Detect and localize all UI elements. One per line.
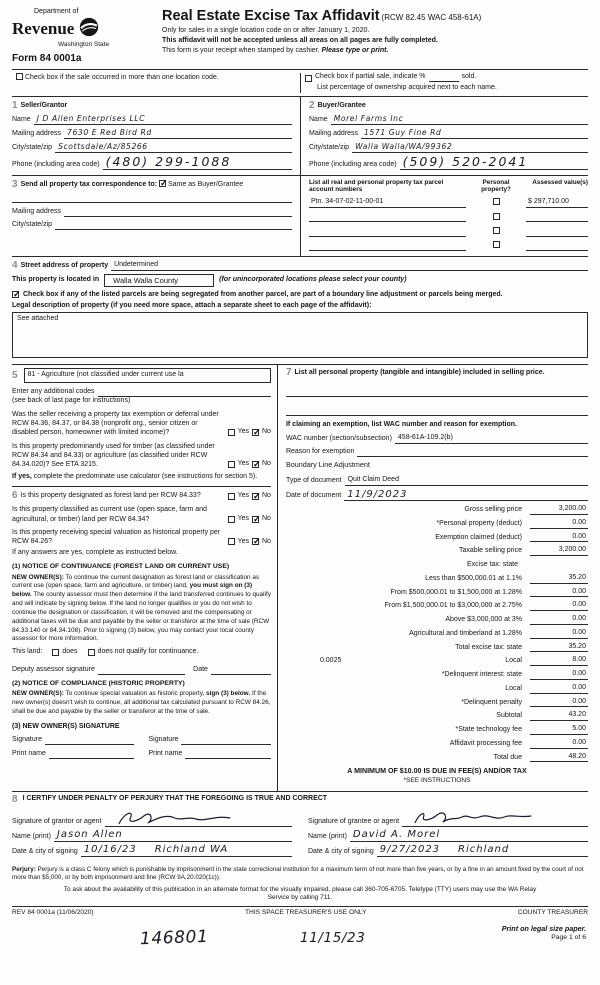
new-owner-signature-field-1[interactable]	[45, 736, 135, 745]
footer-row	[12, 906, 588, 917]
receipt-date-stamp: 11/15/23	[300, 929, 366, 946]
total-excise-state-field[interactable]: 35.20	[530, 643, 588, 653]
correspondence-city-field[interactable]	[55, 221, 292, 230]
excise-tax-state-header: Excise tax: state	[467, 561, 518, 569]
s5q2-yes-checkbox[interactable]	[228, 461, 235, 468]
correspondence-name-field[interactable]	[12, 194, 292, 203]
deputy-signature-field[interactable]	[98, 666, 185, 675]
if-yes-note: If yes, complete the predominate use calculator (see instructions for section 5).	[12, 472, 258, 480]
correspondence-intro: Send all property tax correspondence to:	[20, 180, 158, 188]
land-does-not-checkbox[interactable]	[88, 649, 95, 656]
section7-number: 7	[285, 367, 292, 379]
ownership-note: List percentage of ownership acquired next to each name.	[317, 83, 497, 91]
additional-codes-note: (see back of last page for instructions)	[12, 396, 131, 404]
exemption-intro: If claiming an exemption, list WAC number and reason for exemption.	[285, 421, 517, 429]
grantee-signature-label: Signature of grantee or agent	[308, 818, 400, 826]
new-owner-signature-field-2[interactable]	[181, 736, 271, 745]
section3-number: 3	[12, 178, 18, 190]
document-type-field[interactable]: Quit Claim Deed	[345, 476, 588, 486]
reason-field[interactable]	[357, 448, 588, 457]
buyer-phone-field[interactable]: (509) 520-2041	[400, 156, 588, 170]
personal-property-line-2[interactable]	[286, 407, 588, 416]
assessed-value-field[interactable]: $ 297,710.00	[526, 198, 588, 208]
parcel-row	[309, 213, 588, 223]
parcel-row	[309, 227, 588, 237]
this-land-label: This land:	[12, 648, 43, 656]
correspondence-mailing-field[interactable]	[64, 208, 292, 217]
seller-city-field[interactable]: Scottsdale/Az/85266	[55, 142, 292, 152]
notice2-body: NEW OWNER(S): To continue special valuation as historic property, sign (3) below. If the new owner(s) doesn't wish to continue, all additional tax calculated pursuant to RCW 84.26, shall be due and payable by the seller or transferor at the time of sale.	[12, 690, 271, 716]
use-code-select[interactable]: 81 - Agriculture (not classified under current use la	[24, 368, 271, 383]
grantor-name-print-field[interactable]: Jason Allen	[54, 830, 292, 842]
parcel-number-field[interactable]: Ptn. 34-07-02-11-00-01	[309, 198, 466, 208]
grantor-signature-label: Signature of grantor or agent	[12, 818, 102, 826]
s6q3-no-checkbox[interactable]	[252, 538, 259, 545]
tier1-tax-field[interactable]: 35.20	[530, 574, 588, 584]
total-due-field[interactable]: 48.20	[530, 753, 588, 763]
legal-description-label: Legal description of property (if you need more space, attach a separate sheet to each page of the affidavit):	[12, 301, 372, 309]
personal-property-checkbox-4[interactable]	[493, 241, 500, 248]
buyer-phone-label: Phone (including area code)	[309, 160, 397, 168]
rev-number: REV 84 0001a (11/06/2020)	[12, 909, 94, 917]
correspondence-parcels-section	[12, 175, 588, 256]
agricultural-tax-field[interactable]: 0.00	[530, 629, 588, 639]
use-code-section: 5 81 - Agriculture (not classified under current use la Enter any additional codes (see back of last page for instructions) Was the seller receiving a property tax exemption or deferral under RCW 84.36, 84.37, or 84.38 (nonprofit org., senior citizen or disabled person, homeowner with limited income)? Yes ✓ No Is this property predominantly used for timber (as classified under RCW 84.34 and 84.33) or agriculture (as classified under RCW 84.34.020)? See ETA 3215. Yes ✓ No If yes, complete the predominate use calculator (see instructions for section 5).	[12, 368, 271, 481]
tax-computation-section: 7 List all personal property (tangible and intangible) included in selling price. If claiming an exemption, list WAC number and reason for exemption. WAC number (section/subsection) 458-61A-109.2(b) Reason for exemption Boundary Line Adjustment Type of document Quit Claim Deed Date of document 11/9/2023 Gross selling price 3,200.00 *Personal property (deduct) 0.00 Exemption claimed (deduct) 0.00 Taxable selling price 3,200.00 Excise tax: state Less than $500,000.01 at 1.1% 35.20 From $500,000.01 to $1,500,000 at 1.28% 0.00 From $1,500,000.01 to $3,000,000 at 2.75% 0.00 Above $3,000,000 at 3% 0.00 Agricultural and timberland at 1.28% 0.00 Total excise tax: state 35.20 0.0025 Local 8.00 *Delinquent interest: state 0.00 Local 0.00 *Delinquent penalty 0.00 Subtotal 43.20 *State technology fee 5.00 Affidavit processing fee 0.00 Total due 48.20 A MINIMUM OF $10.00 IS DUE IN FEE(S) AND/OR TAX *SEE INSTRUCTIONS	[277, 365, 588, 791]
personal-property-deduct-field[interactable]: 0.00	[530, 519, 588, 529]
certification-section	[12, 791, 588, 862]
parcel-number-field[interactable]	[309, 229, 466, 237]
s6q2-no-checkbox[interactable]	[252, 516, 259, 523]
tax-sections	[12, 364, 588, 791]
buyer-name-label: Name	[309, 115, 328, 123]
treasurer-stamp-area	[12, 918, 588, 974]
grantor-name-print-label: Name (print)	[12, 833, 51, 841]
s6q1-no-checkbox[interactable]	[252, 493, 259, 500]
additional-codes-label: Enter any additional codes	[12, 387, 95, 395]
state-technology-fee-field[interactable]: 5.00	[530, 725, 588, 735]
new-owner-print-label-1: Print name	[12, 749, 46, 757]
delinquent-penalty-field[interactable]: 0.00	[530, 698, 588, 708]
segregated-checkbox[interactable]	[12, 291, 19, 298]
tier2-tax-field[interactable]: 0.00	[530, 588, 588, 598]
seller-city-label: City/state/zip	[12, 143, 53, 151]
seller-name-label: Name	[12, 115, 31, 123]
treasurer-space-label: THIS SPACE TREASURER'S USE ONLY	[245, 909, 367, 917]
notice2-title: (2) NOTICE OF COMPLIANCE (HISTORIC PROPERTY)	[12, 679, 185, 687]
any-yes-note: If any answers are yes, complete as instructed below.	[12, 549, 178, 557]
seller-mailing-field[interactable]: 7630 E Red Bird Rd	[64, 128, 292, 138]
seller-name-field[interactable]: J D Allen Enterprises LLC	[34, 114, 292, 124]
deputy-date-label: Date	[193, 666, 208, 674]
same-as-buyer-checkbox[interactable]	[159, 180, 166, 187]
new-owner-print-field-2[interactable]	[185, 750, 271, 759]
seller-title: Seller/Grantor	[20, 101, 68, 109]
grantee-signature-field[interactable]	[402, 812, 588, 827]
street-address-field[interactable]: Undetermined	[111, 261, 588, 271]
affidavit-processing-fee-field[interactable]: 0.00	[530, 739, 588, 749]
correspondence-city-label: City/state/zip	[12, 221, 53, 229]
local-rate: 0.0025	[319, 657, 342, 665]
parcel-number-field[interactable]	[309, 243, 466, 251]
partial-sale-checkbox[interactable]	[305, 75, 312, 82]
legal-description-value: See attached	[17, 315, 59, 323]
minimum-due-note: A MINIMUM OF $10.00 IS DUE IN FEE(S) AND/OR TAX	[347, 767, 527, 776]
tier3-tax-field[interactable]: 0.00	[530, 601, 588, 611]
notice1-body: NEW OWNER(S): To continue the current designation as forest land or classification as current use (open space, farm and agriculture, or timber) land, you must sign on (3) below. The county assessor must then determine if the land transferred continues to qualify and will indicate by signing below. If the land no longer qualifies or you do not wish to continue the designation or classification, it will be removed and the compensating or additional taxes will be due and payable by the seller or transferor at the time of sale (RCW 84.33.140 or 84.34.108). Prior to signing (3) below, you may contact your local county assessor for more information.	[12, 573, 271, 643]
personal-property-line-1[interactable]	[286, 388, 588, 397]
gross-selling-price-field[interactable]: 3,200.00	[530, 505, 588, 515]
s6q3-yes-checkbox[interactable]	[228, 538, 235, 545]
local-tax-field[interactable]: 8.00	[530, 656, 588, 666]
form-number: Form 84 0001a	[12, 52, 82, 64]
land-does-checkbox[interactable]	[52, 649, 59, 656]
same-as-buyer-label: Same as Buyer/Grantee	[168, 180, 244, 188]
deputy-date-field[interactable]	[211, 666, 271, 675]
personal-property-checkbox-3[interactable]	[493, 227, 500, 234]
parcel-number-field[interactable]	[309, 214, 466, 222]
document-type-label: Type of document	[285, 477, 342, 485]
personal-property-checkbox-1[interactable]	[493, 198, 500, 205]
grantor-date-city-label: Date & city of signing	[12, 848, 78, 856]
document-date-label: Date of document	[285, 492, 342, 500]
grantor-date-city-field[interactable]: 10/16/23 Richland WA	[81, 845, 292, 857]
form-header	[12, 6, 588, 65]
grantor-signature	[115, 809, 240, 829]
grantee-date-city-label: Date & city of signing	[308, 848, 374, 856]
header-note-1: Only for sales in a single location code on or after January 1, 2020.	[162, 26, 370, 34]
s6-question-2: Is this property classified as current use (open space, farm and agricultural, or timber) land per RCW 84.34?	[12, 506, 207, 523]
header-note-2: This affidavit will not be accepted unless all areas on all pages are fully completed.	[162, 36, 438, 44]
designation-section: 6 Is this property designated as forest land per RCW 84.33? Yes ✓ No Is this property classified as current use (open space, farm and agricultural, or timber) land per RCW 84.34? Yes ✓ No Is this property receiving special valuation as historical property per RCW 84.26? Yes ✓ No If any answers are yes, complete as instructed below. (1) NOTICE OF CONTINUANCE (FOREST LAND OR CURRENT USE) NEW OWNER(S): To continue the current designation as forest land or classification as current use (open space, farm and agriculture, or timber) land, you must sign on (3) below. The county assessor must then determine if the land transferred continues to qualify and will indicate by signing below. If the land no longer qualifies or you do not wish to continue the designation or classification, it will be removed and the compensating or additional taxes will be due and payable by the seller or transferor at the time of sale (RCW 84.33.140 or 84.34.108). Prior to signing (3) below, you may contact your local county assessor for more information. This land: does does not qualify for continuance. Deputy assessor signature Date (2) NOTICE OF COMPLIANCE (HISTORIC PROPERTY) NEW OWNER(S): To continue special valuation as historic property, sign (3) below. If the new owner(s) doesn't wish to continue, all additional tax calculated pursuant to RCW 84.26, shall be due and payable by the seller or transferor at the time of sale. (3) NEW OWNER(S) SIGNATURE Signature Signature Print name Print name	[12, 486, 271, 759]
new-owner-sig-label-2: Signature	[148, 736, 179, 744]
s6-question-1: 6 Is this property designated as forest land per RCW 84.33?	[12, 489, 201, 501]
partial-sale-label: Check box if partial sale, indicate %	[315, 73, 426, 81]
parcel-row	[309, 198, 588, 208]
section8-number: 8	[12, 794, 18, 806]
wac-number-field[interactable]: 458-61A-109.2(b)	[395, 434, 588, 444]
s6q1-yes-checkbox[interactable]	[228, 493, 235, 500]
dept-line1: Department of	[34, 8, 79, 15]
s5q1-yes-checkbox[interactable]	[228, 429, 235, 436]
delinquent-interest-local-field[interactable]: 0.00	[530, 684, 588, 694]
dept-wordmark: Revenue	[12, 19, 75, 39]
buyer-city-field[interactable]: Walla Walla/WA/99362	[352, 142, 588, 152]
personal-property-label: List all personal property (tangible and intangible) included in selling price.	[294, 369, 545, 377]
correspondence-mailing-label: Mailing address	[12, 207, 62, 215]
top-checkbox-band	[12, 69, 588, 97]
revenue-logo-icon	[79, 17, 99, 41]
form-title-ref: (RCW 82.45 WAC 458-61A)	[381, 13, 482, 22]
receipt-number-stamp: 146801	[139, 926, 209, 949]
additional-codes-field[interactable]	[98, 388, 271, 397]
s6q2-yes-checkbox[interactable]	[228, 516, 235, 523]
multi-location-label: Check box if the sale occurred in more than one location code.	[24, 74, 219, 82]
assessed-value-field[interactable]	[526, 243, 588, 251]
land-qualify-row: This land: does does not qualify for continuance.	[12, 648, 199, 656]
assessed-value-field[interactable]	[526, 229, 588, 237]
section1-number: 1	[12, 99, 18, 111]
buyer-mailing-label: Mailing address	[309, 129, 359, 137]
assessed-value-col-header: Assessed value(s)	[532, 178, 588, 186]
located-in-label: This property is located in	[12, 276, 100, 284]
new-owners-signature-title: (3) NEW OWNER(S) SIGNATURE	[12, 722, 120, 730]
parcel-table	[300, 176, 588, 256]
wac-number-label: WAC number (section/subsection)	[285, 434, 392, 442]
grantee-name-print-field[interactable]: David A. Morel	[350, 830, 588, 842]
parcel-row	[309, 241, 588, 251]
delinquent-interest-state-field[interactable]: 0.00	[530, 670, 588, 680]
page-title: Real Estate Excise Tax Affidavit	[162, 8, 380, 24]
seller-phone-label: Phone (including area code)	[12, 160, 100, 168]
correspondence-section	[12, 176, 300, 256]
parcel-col-header: List all real and personal property tax parcel account numbers	[309, 178, 444, 194]
section5-number: 5	[12, 369, 18, 381]
seller-section	[12, 97, 300, 175]
parties-section	[12, 97, 588, 175]
exemption-claimed-field[interactable]: 0.00	[530, 533, 588, 543]
page-indicator: Page 1 of 6	[551, 934, 586, 942]
reason-label: Reason for exemption	[285, 448, 355, 456]
buyer-title: Buyer/Grantee	[317, 101, 366, 109]
partial-percent-field[interactable]	[429, 74, 459, 82]
print-note-block	[502, 924, 586, 944]
document-date-field[interactable]: 11/9/2023	[344, 490, 588, 502]
s5q1-no-checkbox[interactable]	[252, 429, 259, 436]
buyer-city-label: City/state/zip	[309, 143, 350, 151]
grantee-signature	[412, 809, 537, 829]
see-instructions-note: *SEE INSTRUCTIONS	[403, 777, 471, 785]
deputy-signature-label: Deputy assessor signature	[12, 666, 95, 674]
grantee-date-city-field[interactable]: 9/27/2023 Richland	[377, 845, 588, 857]
new-owner-print-label-2: Print name	[148, 749, 183, 757]
s6-question-3: Is this property receiving special valuation as historical property per RCW 84.26?	[12, 529, 221, 546]
partial-sold-label: sold.	[461, 73, 477, 81]
s5-question-2: Is this property predominantly used for timber (as classified under RCW 84.34 and 84.33) or agriculture (as classified under RCW 84.34.020)? See ETA 3215.	[12, 442, 215, 468]
segregated-label: Check box if any of the listed parcels are being segregated from another parcel, are part of a boundary line adjustment or parcels being merged.	[23, 290, 503, 298]
dor-logo-block	[12, 6, 150, 65]
perjury-statement: Perjury: Perjury is a class C felony which is punishable by imprisonment in the state correctional institution for a maximum term of not more than five years, or by a fine in an amount fixed by the court of not more than $5,000, or by both imprisonment and fine (RCW 9A.20.020(1c)).	[12, 865, 584, 882]
seller-mailing-label: Mailing address	[12, 129, 62, 137]
section4-number: 4	[12, 259, 18, 271]
grantor-signature-block	[12, 805, 300, 862]
personal-property-checkbox-2[interactable]	[493, 213, 500, 220]
buyer-mailing-field[interactable]: 1571 Guy Fine Rd	[361, 128, 588, 138]
buyer-name-field[interactable]: Morel Farms Inc	[331, 114, 588, 124]
assessed-value-field[interactable]	[526, 214, 588, 222]
located-note: (for unincorporated locations please select your county)	[219, 276, 407, 284]
header-note-3: This form is your receipt when stamped by cashier. Please type or print.	[162, 47, 389, 55]
buyer-section	[300, 97, 588, 175]
alternate-format-note: To ask about the availability of this publication in an alternate format for the visually impaired, please call 360-705-6705. Teletype (TTY) users may use the WA Relay Service by calling 711.	[63, 885, 537, 901]
dept-line3: Washington State	[58, 40, 110, 48]
grantee-signature-block	[300, 805, 588, 862]
grantee-name-print-label: Name (print)	[308, 833, 347, 841]
property-location-section	[12, 256, 588, 364]
print-legal-note: Print on legal size paper.	[501, 923, 586, 933]
county-treasurer-label: COUNTY TREASURER	[517, 909, 588, 917]
reason-value: Boundary Line Adjustment	[285, 460, 370, 470]
s5-question-1: Was the seller receiving a property tax exemption or deferral under RCW 84.36, 84.37, or 84.38 (nonprofit org., senior citizen or disabled person, homeowner with limited income)?	[12, 410, 219, 437]
street-address-label: Street address of property	[20, 262, 109, 270]
subtotal-field[interactable]: 43.20	[530, 711, 588, 721]
notice1-title: (1) NOTICE OF CONTINUANCE (FOREST LAND OR CURRENT USE)	[12, 563, 230, 571]
county-select[interactable]: Walla Walla County	[104, 274, 214, 287]
personal-property-col-header: Personal property?	[481, 178, 511, 194]
new-owner-print-field-1[interactable]	[49, 750, 135, 759]
taxable-selling-price-field[interactable]: 3,200.00	[530, 546, 588, 556]
certify-statement: I CERTIFY UNDER PENALTY OF PERJURY THAT THE FOREGOING IS TRUE AND CORRECT	[22, 795, 328, 803]
seller-phone-field[interactable]: (480) 299-1088	[103, 156, 292, 170]
legal-description-field[interactable]	[12, 312, 588, 358]
multi-location-checkbox[interactable]	[16, 73, 23, 80]
section2-number: 2	[309, 99, 315, 111]
tier4-tax-field[interactable]: 0.00	[530, 615, 588, 625]
s5q2-no-checkbox[interactable]	[252, 461, 259, 468]
grantor-signature-field[interactable]	[105, 812, 292, 827]
new-owner-sig-label-1: Signature	[12, 736, 42, 744]
